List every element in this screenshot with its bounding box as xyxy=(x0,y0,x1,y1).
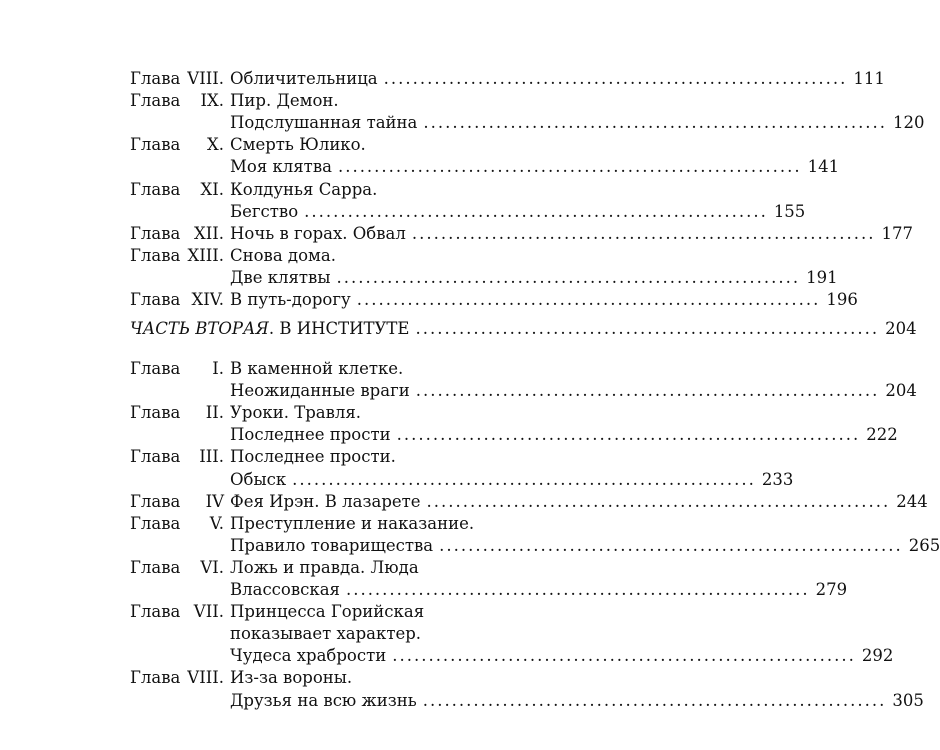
chapter-title-line xyxy=(230,289,858,311)
leader-dots: ................................................................ xyxy=(396,425,861,445)
chapter-title-line xyxy=(230,690,924,712)
chapter-title-line xyxy=(230,68,885,90)
chapter-title: Ночь в горах. Обвал xyxy=(230,223,406,243)
toc-row xyxy=(0,267,838,289)
chapter-label: Глава xyxy=(130,447,181,467)
part-title: . В ИНСТИТУТЕ xyxy=(268,319,410,338)
chapter-label: Глава xyxy=(130,668,181,688)
chapter-title: Ложь и правда. Люда xyxy=(230,557,419,577)
leader-dots: ................................................................ xyxy=(304,201,768,221)
toc-row xyxy=(0,134,600,156)
toc-row xyxy=(0,90,600,112)
page-number: 292 xyxy=(861,646,894,666)
toc-row xyxy=(0,667,600,689)
page-number: 279 xyxy=(815,580,848,599)
page-number: 141 xyxy=(807,157,840,177)
toc-row xyxy=(0,579,848,601)
chapter-label: Глава xyxy=(130,245,181,265)
page-number: 111 xyxy=(853,69,885,88)
chapter-title: Правило товарищества xyxy=(230,535,434,555)
chapter-title-line xyxy=(230,156,840,178)
chapter-title-line xyxy=(230,424,898,446)
chapter-label: Глава xyxy=(130,403,181,423)
chapter-title: Преступление и наказание. xyxy=(230,513,475,533)
toc-row xyxy=(0,446,600,468)
chapter-label: Глава xyxy=(130,179,181,199)
toc-row xyxy=(0,245,600,267)
toc-row xyxy=(0,424,898,446)
leader-dots: ................................................................ xyxy=(292,469,756,489)
part-heading xyxy=(130,318,917,340)
chapter-title: Подслушанная тайна xyxy=(230,113,418,133)
chapter-title: В путь-дорогу xyxy=(230,290,351,309)
chapter-title: Моя клятва xyxy=(230,157,332,177)
chapter-title: Обличительница xyxy=(230,69,378,88)
toc-row xyxy=(0,557,600,579)
page-number: 196 xyxy=(826,290,858,309)
toc-row xyxy=(0,535,940,557)
toc-row xyxy=(0,201,806,223)
chapter-number: VI. xyxy=(200,557,224,577)
chapter-title: Принцесса Горийская xyxy=(230,602,425,622)
chapter-label: Глава xyxy=(130,135,181,155)
toc-row xyxy=(0,289,858,311)
toc-row xyxy=(0,112,925,134)
part-page-number: 204 xyxy=(885,319,917,338)
chapter-title-line xyxy=(230,535,940,557)
toc-row xyxy=(0,402,600,424)
chapter-title: Чудеса храбрости xyxy=(230,646,387,666)
chapter-title: Бегство xyxy=(230,201,299,221)
chapter-title: Фея Ирэн. В лазарете xyxy=(230,491,421,511)
chapter-number: XII. xyxy=(193,223,224,243)
page-number: 244 xyxy=(896,491,928,511)
chapter-label: Глава xyxy=(130,290,181,309)
toc-row xyxy=(0,601,600,623)
chapter-title: Последнее прости xyxy=(230,425,391,445)
leader-dots: ................................................................ xyxy=(411,223,876,243)
chapter-title: Обыск xyxy=(230,469,287,489)
chapter-title-line xyxy=(230,223,914,245)
chapter-label: Глава xyxy=(130,513,181,533)
chapter-number: V. xyxy=(209,513,224,533)
chapter-title-line xyxy=(230,267,838,289)
chapter-title: Последнее прости. xyxy=(230,447,396,467)
page-number: 177 xyxy=(881,223,914,243)
chapter-number: I. xyxy=(212,359,224,378)
leader-dots: ................................................................ xyxy=(392,646,856,666)
page-number: 265 xyxy=(908,535,940,555)
chapter-number: X. xyxy=(207,135,224,155)
chapter-title: В каменной клетке. xyxy=(230,359,404,378)
page-number: 233 xyxy=(761,469,794,489)
toc-row xyxy=(0,469,794,491)
chapter-label: Глава xyxy=(130,491,181,511)
toc-row xyxy=(0,623,600,645)
chapter-title-line xyxy=(230,201,806,223)
chapter-label: Глава xyxy=(130,359,181,378)
chapter-number: VIII. xyxy=(187,69,224,88)
chapter-title: Две клятвы xyxy=(230,267,331,287)
chapter-label: Глава xyxy=(130,91,181,111)
chapter-number: XIV. xyxy=(191,290,224,309)
leader-dots: ................................................................ xyxy=(337,157,802,177)
chapter-number: IX. xyxy=(200,91,224,111)
chapter-title-line xyxy=(230,645,894,667)
toc-row xyxy=(0,68,885,90)
chapter-title: Колдунья Сарра. xyxy=(230,179,378,199)
chapter-title: Друзья на всю жизнь xyxy=(230,690,417,710)
leader-dots: ................................................................ xyxy=(336,267,801,287)
page-number: 120 xyxy=(893,113,925,133)
leader-dots: ................................................................ xyxy=(356,290,821,309)
chapter-number: III. xyxy=(199,447,224,467)
chapter-title: Снова дома. xyxy=(230,245,336,265)
chapter-number: II. xyxy=(205,403,224,423)
chapter-title: Влассовская xyxy=(230,580,340,599)
page-number: 191 xyxy=(806,267,838,287)
chapter-title-line xyxy=(230,112,925,134)
chapter-label: Глава xyxy=(130,602,181,622)
chapter-title-line xyxy=(230,469,794,491)
chapter-title: Уроки. Травля. xyxy=(230,403,362,423)
toc-row xyxy=(0,358,600,380)
toc-row xyxy=(0,513,600,535)
leader-dots: ................................................................ xyxy=(345,580,810,599)
chapter-title-line xyxy=(230,579,848,601)
leader-dots: ................................................................ xyxy=(423,113,888,133)
chapter-title: Пир. Демон. xyxy=(230,91,339,111)
toc-row xyxy=(0,223,914,245)
leader-dots: ................................................................ xyxy=(383,69,848,88)
chapter-title: Смерть Юлико. xyxy=(230,135,366,155)
chapter-title: Из-за вороны. xyxy=(230,668,353,688)
page-number: 155 xyxy=(773,201,806,221)
chapter-number: XIII. xyxy=(187,245,224,265)
chapter-title-line xyxy=(230,491,928,513)
chapter-title: Неожиданные враги xyxy=(230,381,410,401)
leader-dots: ................................................................ xyxy=(422,690,887,710)
chapter-title-line xyxy=(230,380,917,402)
chapter-number: IV xyxy=(205,491,224,511)
leader-dots: ................................................................ xyxy=(426,491,891,511)
page-number: 222 xyxy=(866,425,898,445)
chapter-title: показывает характер. xyxy=(230,624,422,644)
chapter-label: Глава xyxy=(130,223,181,243)
toc-row xyxy=(0,179,600,201)
chapter-label: Глава xyxy=(130,557,181,577)
chapter-label: Глава xyxy=(130,69,181,88)
chapter-number: VII. xyxy=(193,602,224,622)
leader-dots: ................................................................ xyxy=(415,381,880,401)
toc-row xyxy=(0,491,928,513)
toc-row xyxy=(0,380,917,402)
toc-row xyxy=(0,156,840,178)
toc-row xyxy=(0,690,924,712)
chapter-number: XI. xyxy=(200,179,224,199)
leader-dots: ................................................................ xyxy=(415,319,880,338)
chapter-number: VIII. xyxy=(187,668,224,688)
leader-dots: ................................................................ xyxy=(439,535,903,555)
page-number: 305 xyxy=(892,690,924,710)
page-number: 204 xyxy=(885,381,917,401)
part-label: ЧАСТЬ ВТОРАЯ xyxy=(130,319,269,338)
toc-row xyxy=(0,645,894,667)
